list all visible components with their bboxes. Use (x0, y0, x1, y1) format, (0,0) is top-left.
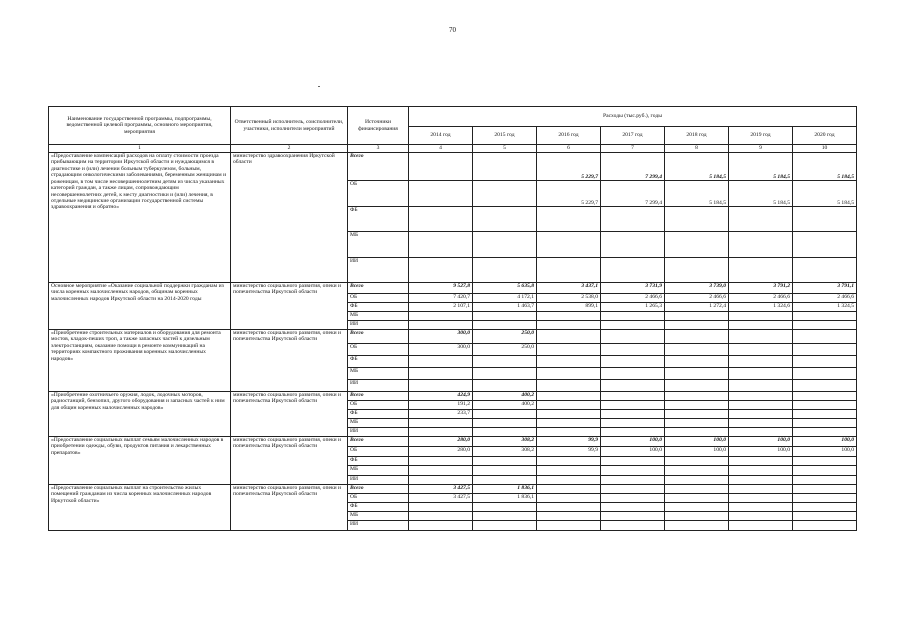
expense-value: 1 265,3 (601, 303, 665, 312)
expense-value (793, 428, 857, 437)
expense-value (601, 476, 665, 485)
expense-value (665, 344, 729, 356)
expense-value (409, 321, 473, 330)
expense-value: 3 437,1 (537, 283, 601, 294)
expense-value (793, 521, 857, 531)
expense-value (409, 476, 473, 485)
expense-value (409, 512, 473, 521)
expense-value (665, 392, 729, 401)
funding-source: МБ (348, 368, 409, 380)
expense-value (473, 153, 537, 181)
responsible-executor: министерство социального развития, опеки и попечительства Иркутской области (231, 437, 348, 485)
expense-value (473, 356, 537, 368)
expense-value (729, 485, 793, 494)
expense-value (665, 258, 729, 283)
expense-value: 250,0 (473, 330, 537, 344)
expense-value (409, 181, 473, 207)
expense-value: 2 107,1 (409, 303, 473, 312)
expense-value (473, 380, 537, 392)
expense-value (601, 410, 665, 419)
funding-source: ИИ (348, 321, 409, 330)
expense-value (409, 521, 473, 531)
header-year: 2019 год (729, 127, 793, 145)
funding-source: ИИ (348, 380, 409, 392)
expense-value: 5 229,7 (537, 153, 601, 181)
funding-source: МБ (348, 232, 409, 258)
expenses-table-wrapper (48, 106, 857, 531)
table-row (49, 153, 857, 181)
expense-value (729, 419, 793, 428)
expense-value (537, 312, 601, 321)
expense-value: 280,0 (409, 447, 473, 457)
expense-value: 3 791,2 (729, 283, 793, 294)
expense-value: 100,0 (729, 447, 793, 457)
funding-source: ИИ (348, 476, 409, 485)
expense-value: 5 229,7 (537, 181, 601, 207)
responsible-executor: министерство социального развития, опеки и попечительства Иркутской области (231, 485, 348, 531)
expense-value (793, 485, 857, 494)
header-responsible: Ответственный исполнитель, соисполнители, участники, исполнители мероприятий (231, 107, 348, 145)
funding-source: Всего (348, 330, 409, 344)
expense-value: 4 172,1 (473, 294, 537, 303)
header-year: 2014 год (409, 127, 473, 145)
expense-value (537, 466, 601, 476)
expense-value (473, 181, 537, 207)
expense-value (665, 521, 729, 531)
expense-value (729, 312, 793, 321)
expense-value (729, 368, 793, 380)
expense-value (537, 494, 601, 503)
column-number: 10 (793, 145, 857, 153)
expense-value (665, 476, 729, 485)
expense-value (409, 232, 473, 258)
funding-source: Всего (348, 392, 409, 401)
expense-value: 1 836,1 (473, 494, 537, 503)
table-body (49, 153, 857, 531)
activity-name: «Предоставление социальных выплат семьям малочисленных народов в приобретении одежды, обуви, продуктов питания и лекарственных препаратов» (49, 437, 231, 485)
expense-value: 99,9 (537, 447, 601, 457)
expense-value (409, 368, 473, 380)
expense-value: 400,2 (473, 392, 537, 401)
expense-value (537, 410, 601, 419)
expense-value: 5 635,8 (473, 283, 537, 294)
column-number: 8 (665, 145, 729, 153)
expense-value (793, 476, 857, 485)
expense-value: 1 463,7 (473, 303, 537, 312)
expense-value (409, 457, 473, 466)
funding-source: МБ (348, 512, 409, 521)
expense-value (665, 485, 729, 494)
expense-value (601, 321, 665, 330)
expense-value: 5 184,5 (793, 153, 857, 181)
expense-value (473, 512, 537, 521)
funding-source: ОБ (348, 344, 409, 356)
funding-source: ОБ (348, 181, 409, 207)
expense-value (601, 392, 665, 401)
expense-value (537, 401, 601, 410)
funding-source: Всего (348, 485, 409, 494)
funding-source: ОБ (348, 447, 409, 457)
expense-value (537, 258, 601, 283)
expense-value (793, 207, 857, 232)
expense-value (793, 344, 857, 356)
expense-value: 5 184,5 (729, 153, 793, 181)
funding-source: ФБ (348, 457, 409, 466)
expense-value: 899,1 (537, 303, 601, 312)
expense-value (409, 258, 473, 283)
expense-value: 280,0 (409, 437, 473, 447)
expense-value (665, 207, 729, 232)
funding-source: ФБ (348, 303, 409, 312)
expense-value (601, 457, 665, 466)
expense-value: 5 184,5 (665, 153, 729, 181)
expense-value: 1 836,1 (473, 485, 537, 494)
expense-value (665, 368, 729, 380)
expense-value (793, 368, 857, 380)
expense-value: 2 466,6 (793, 294, 857, 303)
expense-value (537, 380, 601, 392)
expense-value (729, 476, 793, 485)
expense-value (473, 503, 537, 512)
expense-value: 308,2 (473, 447, 537, 457)
expense-value: 300,0 (409, 330, 473, 344)
expense-value (729, 232, 793, 258)
expense-value (473, 368, 537, 380)
expense-value (665, 494, 729, 503)
funding-source: ОБ (348, 401, 409, 410)
column-number: 1 (49, 145, 231, 153)
expense-value (793, 494, 857, 503)
expense-value (665, 401, 729, 410)
funding-source: ИИ (348, 521, 409, 531)
expense-value: 2 538,0 (537, 294, 601, 303)
funding-source: МБ (348, 419, 409, 428)
expense-value (601, 368, 665, 380)
expense-value: 7 420,7 (409, 294, 473, 303)
funding-source: Всего (348, 437, 409, 447)
header-year: 2015 год (473, 127, 537, 145)
expense-value (601, 485, 665, 494)
expense-value: 1 272,4 (665, 303, 729, 312)
expense-value: 2 466,6 (729, 294, 793, 303)
expense-value (601, 466, 665, 476)
scan-speck (318, 86, 320, 87)
expense-value (729, 503, 793, 512)
expense-value (793, 401, 857, 410)
expense-value: 100,0 (729, 437, 793, 447)
expense-value (665, 312, 729, 321)
expense-value: 3 427,5 (409, 494, 473, 503)
expense-value (793, 232, 857, 258)
expense-value (793, 321, 857, 330)
expense-value (473, 232, 537, 258)
expense-value (601, 401, 665, 410)
expense-value: 308,2 (473, 437, 537, 447)
expense-value (601, 356, 665, 368)
expense-value: 100,0 (665, 437, 729, 447)
expense-value: 3 731,9 (601, 283, 665, 294)
activity-name: «Предоставление компенсаций расходов на оплату стоимости проезда прибывающим на территории Иркутской области и нуждающимся в диагностике и (или) лечении больным туберкулезом, больным, страдающим онкологическими заболеваниями, беременным женщинам и роженицам, в том числе несовершеннолетним детям из числа указанных категорий граждан, а также лицам, сопровождающим несовершеннолетних детей, к месту диагностики и (или) лечения, в отдельные медицинские организации государственной системы здравоохранения и обратно» (49, 153, 231, 283)
activity-name: «Приобретение строительных материалов и оборудования для ремонта мостов, кладок-пеших троп, а также запасных частей к дизельным электростанциям, оказание помощи в ремонте коммуникаций на территориях компактного проживания коренных малочисленных народов» (49, 330, 231, 392)
page-number: 70 (449, 26, 456, 34)
funding-source: Всего (348, 153, 409, 181)
expense-value (473, 466, 537, 476)
expense-value: 400,2 (473, 401, 537, 410)
funding-source: Всего (348, 283, 409, 294)
expense-value (409, 153, 473, 181)
expense-value: 100,0 (601, 447, 665, 457)
expense-value (473, 419, 537, 428)
expense-value (601, 380, 665, 392)
expense-value (409, 503, 473, 512)
table-row (49, 437, 857, 447)
expense-value: 250,0 (473, 344, 537, 356)
column-number: 6 (537, 145, 601, 153)
expense-value (409, 312, 473, 321)
expense-value (665, 428, 729, 437)
expense-value (409, 466, 473, 476)
expense-value (665, 512, 729, 521)
funding-source: ОБ (348, 494, 409, 503)
expense-value (793, 392, 857, 401)
expense-value (537, 207, 601, 232)
funding-source: ИИ (348, 428, 409, 437)
expense-value (601, 428, 665, 437)
expense-value: 99,9 (537, 437, 601, 447)
expense-value (729, 258, 793, 283)
expense-value (601, 503, 665, 512)
expense-value (409, 356, 473, 368)
expense-value (793, 356, 857, 368)
expense-value (793, 512, 857, 521)
expense-value (537, 330, 601, 344)
funding-source: ФБ (348, 503, 409, 512)
activity-name: «Приобретение охотничьего оружия, лодок, лодочных моторов, радиостанций, бензопил, другого оборудования и запасных частей к ним для общин коренных малочисленных народов» (49, 392, 231, 437)
expense-value (537, 232, 601, 258)
expense-value: 100,0 (793, 437, 857, 447)
expense-value (409, 207, 473, 232)
expense-value (601, 494, 665, 503)
expense-value (729, 356, 793, 368)
expense-value: 5 184,5 (665, 181, 729, 207)
expense-value (793, 380, 857, 392)
expense-value (473, 410, 537, 419)
expense-value (409, 419, 473, 428)
expense-value: 3 427,5 (409, 485, 473, 494)
expense-value: 1 324,5 (793, 303, 857, 312)
expense-value (793, 410, 857, 419)
responsible-executor: министерство социального развития, опеки и попечительства Иркутской области (231, 392, 348, 437)
expense-value (601, 258, 665, 283)
expense-value (665, 457, 729, 466)
expense-value: 100,0 (793, 447, 857, 457)
activity-name: Основное мероприятие «Оказание социальной поддержки гражданам из числа коренных малочисленных народов, общинам коренных малочисленных народов Иркутской области на 2014-2020 годы (49, 283, 231, 330)
expense-value (665, 356, 729, 368)
expense-value (537, 368, 601, 380)
expense-value (601, 344, 665, 356)
header-year: 2020 год (793, 127, 857, 145)
funding-source: ОБ (348, 294, 409, 303)
expense-value: 3 791,1 (793, 283, 857, 294)
activity-name: «Предоставление социальных выплат на строительство жилых помещений гражданам из числа коренных малочисленных народов Иркутской области» (49, 485, 231, 531)
expense-value (793, 312, 857, 321)
header-name: Наименование государственной программы, подпрограммы, ведомственной целевой программы, основного мероприятия, мероприятия (49, 107, 231, 145)
expense-value (665, 380, 729, 392)
expense-value (537, 356, 601, 368)
table-row (49, 485, 857, 494)
funding-source: ИИ (348, 258, 409, 283)
expense-value (537, 428, 601, 437)
column-number: 4 (409, 145, 473, 153)
expense-value (473, 428, 537, 437)
header-year: 2018 год (665, 127, 729, 145)
expense-value (601, 512, 665, 521)
expense-value (729, 207, 793, 232)
column-number: 3 (348, 145, 409, 153)
responsible-executor: министерство здравоохранения Иркутской области (231, 153, 348, 283)
expense-value (409, 380, 473, 392)
expense-value (793, 419, 857, 428)
expense-value (665, 410, 729, 419)
expense-value (729, 512, 793, 521)
expense-value (537, 503, 601, 512)
table-row (49, 283, 857, 294)
expense-value (665, 503, 729, 512)
expense-value (601, 312, 665, 321)
funding-source: ФБ (348, 207, 409, 232)
column-number: 2 (231, 145, 348, 153)
header-year: 2016 год (537, 127, 601, 145)
funding-source: МБ (348, 312, 409, 321)
expense-value (537, 476, 601, 485)
expense-value: 7 299,4 (601, 153, 665, 181)
header-source: Источники финансирования (348, 107, 409, 145)
expense-value (537, 457, 601, 466)
expense-value (729, 401, 793, 410)
expense-value (601, 232, 665, 258)
expense-value (537, 485, 601, 494)
expense-value (665, 466, 729, 476)
expense-value (729, 466, 793, 476)
header-year: 2017 год (601, 127, 665, 145)
expense-value (729, 380, 793, 392)
expense-value (473, 258, 537, 283)
responsible-executor: министерство социального развития, опеки и попечительства Иркутской области (231, 283, 348, 330)
expense-value (729, 330, 793, 344)
expense-value: 233,7 (409, 410, 473, 419)
expense-value: 300,0 (409, 344, 473, 356)
table-row (49, 392, 857, 401)
column-number: 7 (601, 145, 665, 153)
expense-value: 3 739,0 (665, 283, 729, 294)
expense-value (729, 321, 793, 330)
expense-value (665, 330, 729, 344)
expense-value: 5 184,5 (729, 181, 793, 207)
expense-value (537, 512, 601, 521)
expense-value (729, 410, 793, 419)
expense-value (473, 312, 537, 321)
expense-value (601, 521, 665, 531)
expense-value (793, 457, 857, 466)
expense-value (473, 321, 537, 330)
expense-value (409, 428, 473, 437)
header-expenses: Расходы (тыс.руб.), годы (409, 107, 857, 127)
expense-value: 5 184,5 (793, 181, 857, 207)
expense-value (729, 344, 793, 356)
expense-value: 2 466,6 (601, 294, 665, 303)
expense-value (793, 503, 857, 512)
expense-value (729, 521, 793, 531)
column-number: 9 (729, 145, 793, 153)
column-number: 5 (473, 145, 537, 153)
expense-value (729, 457, 793, 466)
expense-value (729, 494, 793, 503)
expense-value: 9 527,8 (409, 283, 473, 294)
responsible-executor: министерство социального развития, опеки и попечительства Иркутской области (231, 330, 348, 392)
expense-value (729, 428, 793, 437)
expense-value: 100,0 (665, 447, 729, 457)
expense-value (537, 392, 601, 401)
funding-source: МБ (348, 466, 409, 476)
expense-value (793, 330, 857, 344)
expense-value (601, 207, 665, 232)
expense-value (537, 419, 601, 428)
expense-value (473, 521, 537, 531)
expense-value (537, 521, 601, 531)
expense-value (473, 476, 537, 485)
funding-source: ФБ (348, 410, 409, 419)
expense-value (793, 258, 857, 283)
expense-value (473, 457, 537, 466)
expense-value: 7 299,4 (601, 181, 665, 207)
expense-value (601, 330, 665, 344)
expense-value: 191,2 (409, 401, 473, 410)
expense-value (537, 344, 601, 356)
expense-value: 2 466,6 (665, 294, 729, 303)
expense-value (665, 232, 729, 258)
expense-value (601, 419, 665, 428)
expense-value (473, 207, 537, 232)
funding-source: ФБ (348, 356, 409, 368)
expense-value (793, 466, 857, 476)
expense-value (537, 321, 601, 330)
expenses-table (48, 106, 857, 531)
expense-value (729, 392, 793, 401)
expense-value (665, 321, 729, 330)
expense-value: 100,0 (601, 437, 665, 447)
expense-value (665, 419, 729, 428)
expense-value: 424,9 (409, 392, 473, 401)
table-row (49, 330, 857, 344)
expense-value: 1 324,6 (729, 303, 793, 312)
